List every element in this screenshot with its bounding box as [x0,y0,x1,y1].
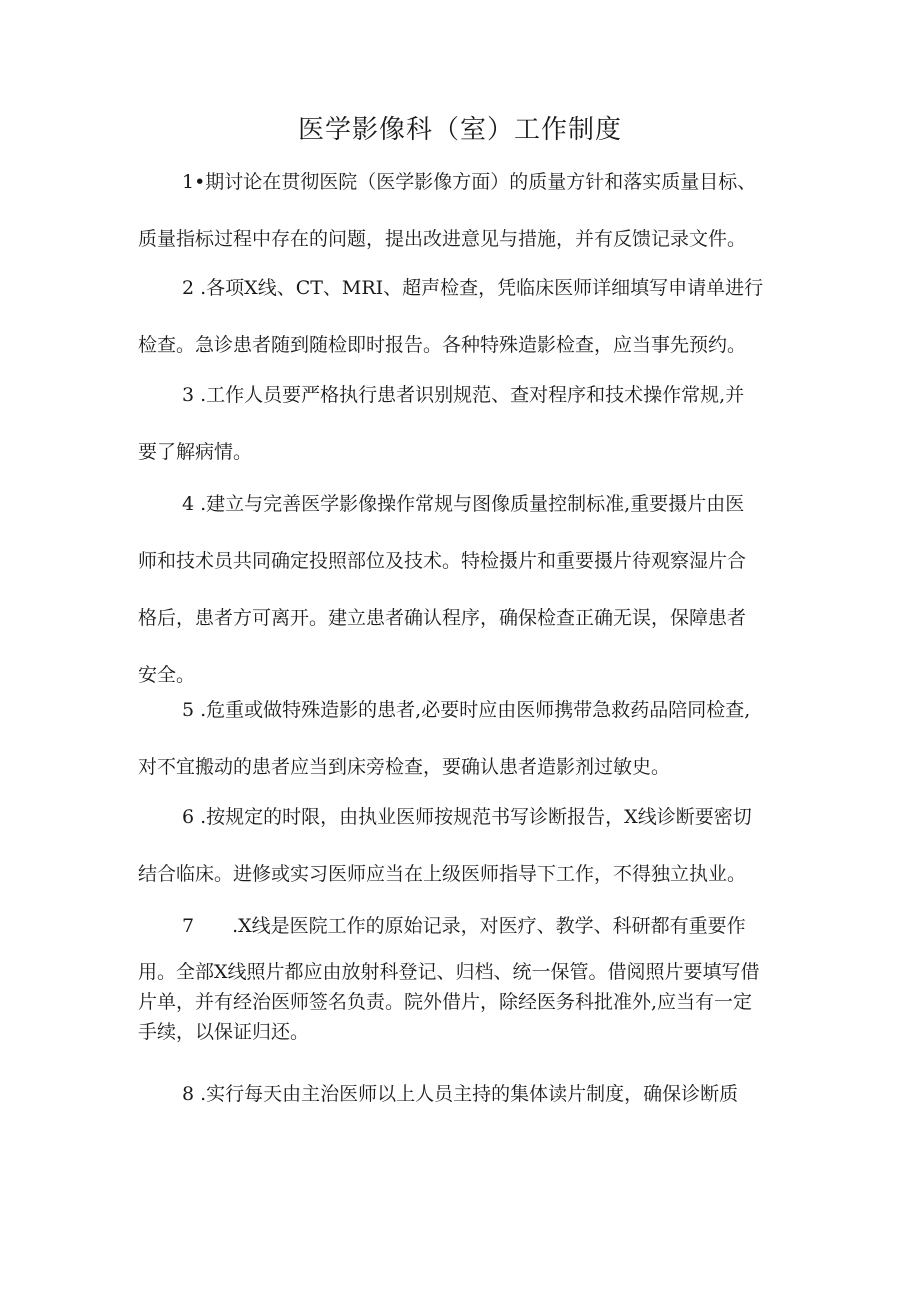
paragraph-line: 6 .按规定的时限，由执业医师按规范书写诊断报告，X线诊断要密切 [182,806,752,828]
paragraph-line: 用。全部X线照片都应由放射科登记、归档、统一保管。借阅照片要填写借 [138,961,760,983]
paragraph-line: 要了解病情。 [138,441,253,463]
paragraph-line: 片单，并有经治医师签名负责。院外借片，除经医务科批准外,应当有一定 [138,991,753,1013]
paragraph-5 [138,682,798,796]
paragraph-line: 手续，以保证归还。 [138,1021,310,1043]
paragraph-line: 师和技术员共同确定投照部位及技术。特检摄片和重要摄片待观察湿片合 [138,550,747,572]
paragraph-2 [138,260,798,374]
paragraph-3 [138,367,798,481]
paragraph-line: 结合临床。进修或实习医师应当在上级医师指导下工作，不得独立执业。 [138,863,747,885]
paragraph-line: 4 .建立与完善医学影像操作常规与图像质量控制标准,重要摄片由医 [182,493,745,515]
paragraph-line: 检查。急诊患者随到随检即时报告。各种特殊造影检查，应当事先预约。 [138,334,747,356]
paragraph-7-continuation [138,957,798,1047]
paragraph-7-first-line [138,898,798,955]
paragraph-6 [138,789,798,903]
paragraph-line: 7 .X线是医院工作的原始记录，对医疗、教学、科研都有重要作 [182,915,746,937]
paragraph-line: 安全。 [138,664,196,686]
paragraph-line: 2 .各项X线、CT、MRI、超声检查，凭临床医师详细填写申请单进行 [182,277,764,299]
paragraph-line: 对不宜搬动的患者应当到床旁检查，要确认患者造影剂过敏史。 [138,756,671,778]
paragraph-1 [138,154,798,268]
paragraph-4 [138,476,798,704]
paragraph-line: 格后，患者方可离开。建立患者确认程序，确保检查正确无误，保障患者 [138,607,747,629]
paragraph-line: 5 .危重或做特殊造影的患者,必要时应由医师携带急救药品陪同检查, [182,699,751,721]
paragraph-line: 1•期讨论在贯彻医院（医学影像方面）的质量方针和落实质量目标、 [182,171,757,193]
paragraph-line: 3 .工作人员要严格执行患者识别规范、查对程序和技术操作常规,并 [182,384,745,406]
paragraph-line: 质量指标过程中存在的问题，提出改进意见与措施，并有反馈记录文件。 [138,228,747,250]
document-title: 医学影像科（室）工作制度 [297,115,622,145]
paragraph-8 [138,1066,798,1123]
paragraph-line: 8 .实行每天由主治医师以上人员主持的集体读片制度，确保诊断质 [182,1083,739,1105]
